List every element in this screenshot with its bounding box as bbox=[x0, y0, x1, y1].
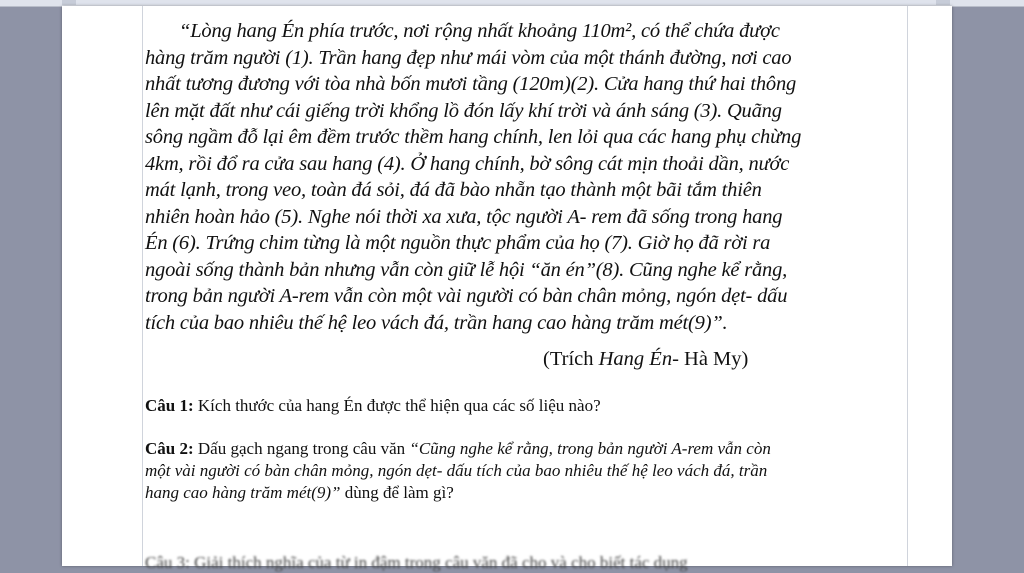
question-2-text-start: Dấu gạch ngang trong câu văn bbox=[193, 439, 410, 458]
source-citation bbox=[145, 348, 907, 371]
question-2 bbox=[145, 438, 907, 504]
document-page[interactable] bbox=[62, 6, 952, 572]
passage-line: nhiên hoàn hảo (5). Nghe nói thời xa xưa, tộc người A- rem đã sống trong hang bbox=[145, 205, 783, 228]
passage-line: hàng trăm người (1). Trần hang đẹp như mái vòm của một thánh đường, nơi cao bbox=[145, 46, 792, 69]
source-suffix: - Hà My) bbox=[672, 348, 749, 370]
passage-line: tích của bao nhiêu thế hệ leo vách đá, trần hang cao hàng trăm mét(9)”. bbox=[145, 311, 728, 334]
question-1-label: Câu 1: bbox=[145, 396, 194, 415]
passage-line: Én (6). Trứng chim từng là một nguồn thực phẩm của họ (7). Giờ họ đã rời ra bbox=[145, 232, 771, 254]
question-2-text-end: dùng để làm gì? bbox=[340, 483, 454, 502]
cut-off-line bbox=[145, 553, 845, 572]
question-2-quote-end: hang cao hàng trăm mét(9)” bbox=[145, 483, 341, 502]
passage-line: nhất tương đương với tòa nhà bốn mươi tầng (120m)(2). Cửa hang thứ hai thông bbox=[145, 73, 797, 95]
passage-line: sông ngầm đỗ lại êm đềm trước thềm hang chính, len lỏi qua các hang phụ chừng bbox=[145, 126, 802, 148]
page-content bbox=[145, 18, 907, 504]
question-1 bbox=[145, 395, 907, 417]
ruler-marker-left[interactable] bbox=[62, 0, 76, 5]
cut-off-text: Câu 3: Giải thích nghĩa của từ in đậm trong câu văn đã cho và cho biết tác dụng bbox=[145, 553, 688, 572]
ruler-marker-right[interactable] bbox=[936, 0, 950, 5]
question-1-text: Kích thước của hang Én được thể hiện qua các số liệu nào? bbox=[193, 396, 601, 415]
passage-line: “Lòng hang Én phía trước, nơi rộng nhất khoảng 110m², có thể chứa được bbox=[179, 20, 780, 42]
question-2-quote: “Cũng nghe kể rằng, trong bản người A-rem vẫn còn bbox=[409, 439, 771, 458]
passage-paragraph bbox=[145, 18, 907, 336]
source-prefix: (Trích bbox=[543, 348, 599, 370]
passage-line: trong bản người A-rem vẫn còn một vài người có bàn chân mỏng, ngón dẹt- dấu bbox=[145, 285, 788, 307]
passage-line: 4km, rồi đổ ra cửa sau hang (4). Ở hang chính, bờ sông cát mịn thoải dần, nước bbox=[145, 152, 790, 175]
passage-line: lên mặt đất như cái giếng trời khổng lồ đón lấy khí trời và ánh sáng (3). Quãng bbox=[145, 99, 782, 122]
question-2-line bbox=[145, 438, 907, 460]
question-2-label: Câu 2: bbox=[145, 439, 194, 458]
question-1-line bbox=[145, 395, 907, 417]
passage-line: mát lạnh, trong veo, toàn đá sỏi, đá đã bào nhẵn tạo thành một bãi tắm thiên bbox=[145, 179, 762, 201]
right-margin-guide bbox=[907, 6, 908, 566]
left-margin-guide bbox=[142, 6, 143, 566]
question-2-quote-line: một vài người có bàn chân mỏng, ngón dẹt- dấu tích của bao nhiêu thế hệ leo vách đá, trần bbox=[145, 461, 768, 480]
source-title: Hang Én bbox=[598, 348, 673, 370]
passage-line: ngoài sống thành bản nhưng vẫn còn giữ lễ hội “ăn én”(8). Cũng nghe kể rằng, bbox=[145, 258, 788, 281]
question-2-line bbox=[145, 482, 907, 504]
